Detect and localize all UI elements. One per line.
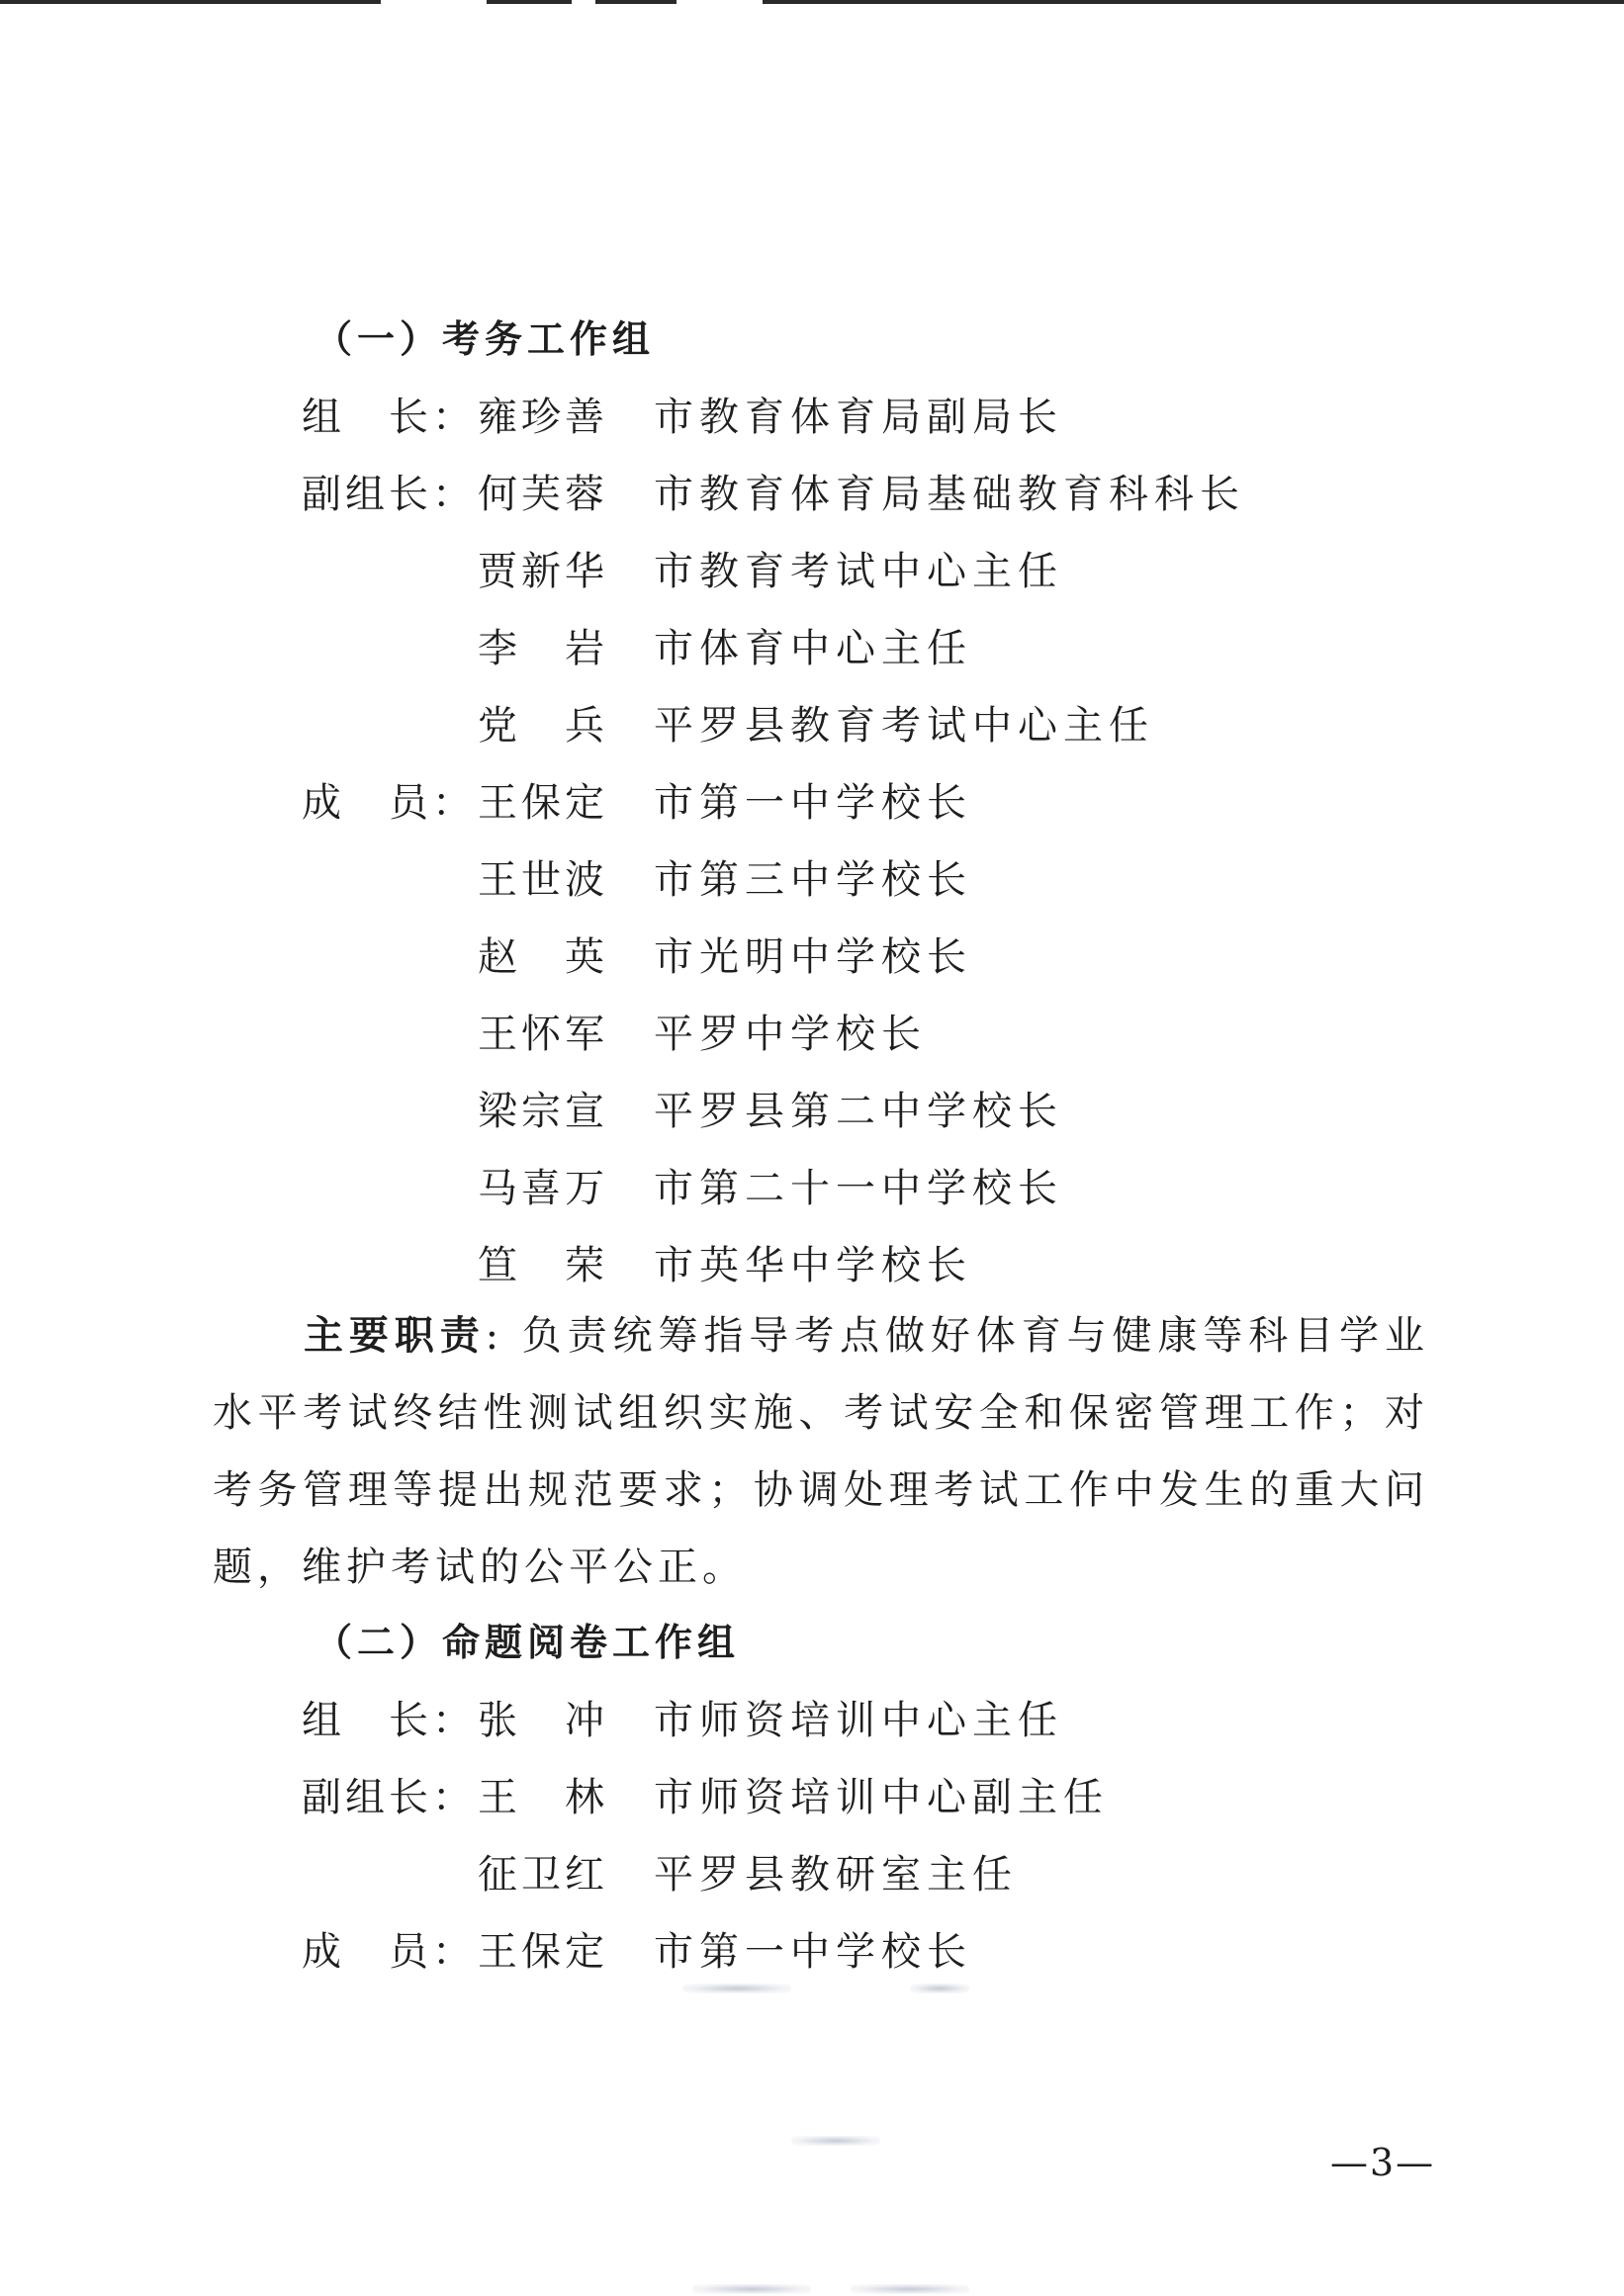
member-name: 雍珍善 xyxy=(478,395,608,440)
member-row xyxy=(0,1080,1624,1139)
role-label: 组 长： xyxy=(302,1698,476,1743)
role-label: 组 长： xyxy=(302,395,476,440)
member-title: 平罗县第二中学校长 xyxy=(654,1089,1063,1134)
member-title: 平罗县教研室主任 xyxy=(654,1852,1018,1898)
member-title: 市教育体育局副局长 xyxy=(654,395,1063,440)
member-title: 平罗县教育考试中心主任 xyxy=(654,703,1154,749)
scan-artifact xyxy=(851,2284,969,2294)
member-title: 市师资培训中心副主任 xyxy=(654,1775,1109,1820)
member-title: 市英华中学校长 xyxy=(654,1243,972,1288)
duties-paragraph xyxy=(213,1297,1429,1606)
member-row xyxy=(0,1689,1624,1748)
member-row xyxy=(0,694,1624,753)
member-name: 何芙蓉 xyxy=(478,472,608,517)
member-title: 市第二十一中学校长 xyxy=(654,1166,1063,1211)
scan-artifact xyxy=(910,1984,969,1993)
member-row xyxy=(0,1003,1624,1062)
role-label: 成 员： xyxy=(302,1929,476,1975)
section-heading: （一）考务工作组 xyxy=(315,316,656,361)
member-title: 市第三中学校长 xyxy=(654,857,972,903)
member-name: 王 林 xyxy=(478,1775,608,1820)
member-name: 党 兵 xyxy=(478,703,608,749)
role-label: 副组长： xyxy=(302,1775,476,1820)
member-name: 马喜万 xyxy=(478,1166,608,1211)
member-name: 王世波 xyxy=(478,857,608,903)
member-name: 王保定 xyxy=(478,1929,608,1975)
member-row xyxy=(0,463,1624,522)
member-name: 张 冲 xyxy=(478,1698,608,1743)
member-row xyxy=(0,386,1624,445)
duties-label: 主要职责 xyxy=(304,1312,486,1359)
member-title: 市师资培训中心主任 xyxy=(654,1698,1063,1743)
member-title: 市光明中学校长 xyxy=(654,934,972,980)
member-title: 市教育体育局基础教育科科长 xyxy=(654,472,1245,517)
member-row xyxy=(0,926,1624,985)
scan-edge-mark xyxy=(487,0,572,4)
member-name: 赵 英 xyxy=(478,934,608,980)
duties-text: : 负责统筹指导考点做好体育与健康等科目学业水平考试终结性测试组织实施、考试安全和保密管理工作；对考务管理等提出规范要求；协调处理考试工作中发生的重大问题，维护考试的公平公正。 xyxy=(213,1313,1429,1590)
member-row xyxy=(0,1234,1624,1293)
member-title: 平罗中学校长 xyxy=(654,1012,927,1057)
scan-artifact xyxy=(692,2284,811,2294)
member-row xyxy=(0,1920,1624,1980)
member-title: 市教育考试中心主任 xyxy=(654,549,1063,594)
member-title: 市体育中心主任 xyxy=(654,626,972,671)
page-number: —3— xyxy=(1330,2141,1436,2184)
role-label: 副组长： xyxy=(302,472,476,517)
member-row xyxy=(0,1157,1624,1216)
member-row xyxy=(0,617,1624,676)
member-name: 李 岩 xyxy=(478,626,608,671)
member-name: 笪 荣 xyxy=(478,1243,608,1288)
role-label: 成 员： xyxy=(302,780,476,826)
member-row xyxy=(0,1843,1624,1902)
scan-artifact xyxy=(791,2136,880,2146)
member-name: 梁宗宣 xyxy=(478,1089,608,1134)
member-name: 征卫红 xyxy=(478,1852,608,1898)
scan-artifact xyxy=(682,1984,791,1993)
member-row xyxy=(0,848,1624,908)
member-title: 市第一中学校长 xyxy=(654,780,972,826)
member-name: 贾新华 xyxy=(478,549,608,594)
scan-edge-mark xyxy=(0,0,381,4)
member-name: 王保定 xyxy=(478,780,608,826)
scan-edge-mark xyxy=(595,0,677,4)
member-row xyxy=(0,1766,1624,1825)
section-heading: （二）命题阅卷工作组 xyxy=(315,1620,741,1664)
member-row xyxy=(0,771,1624,831)
member-name: 王怀军 xyxy=(478,1012,608,1057)
member-row xyxy=(0,540,1624,599)
member-title: 市第一中学校长 xyxy=(654,1929,972,1975)
scan-edge-mark xyxy=(763,0,1624,4)
